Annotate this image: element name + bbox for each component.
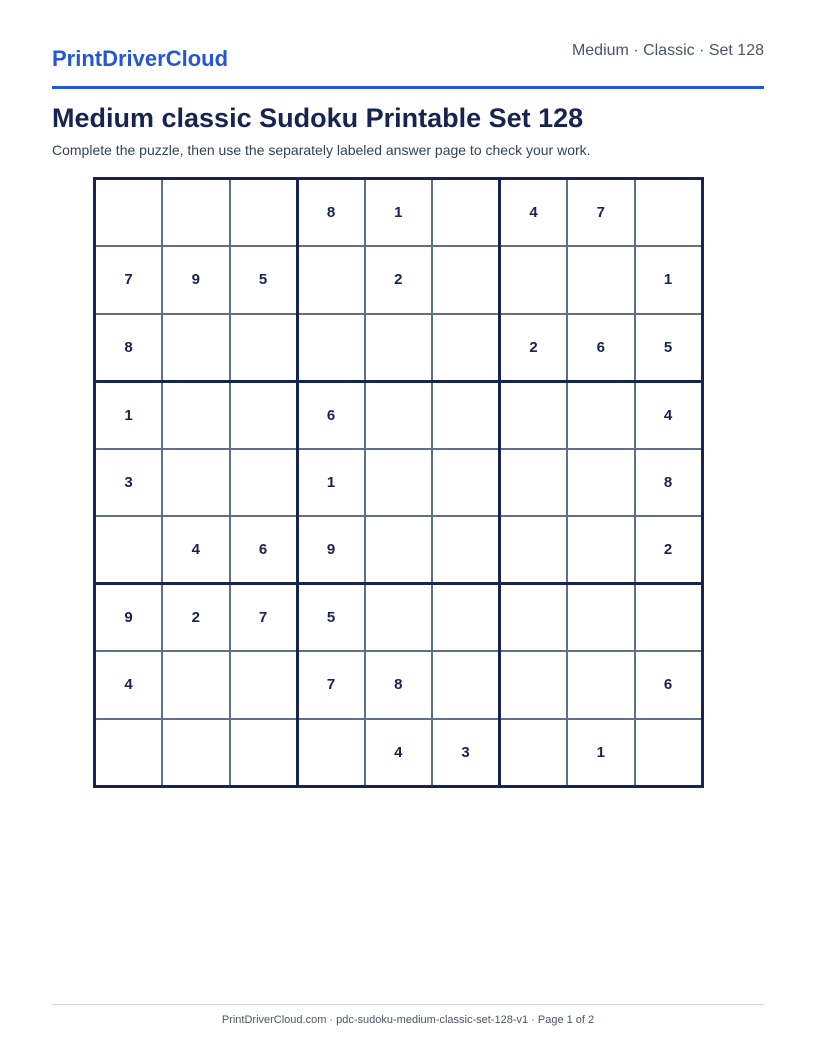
grid-cell[interactable]: 5 — [230, 246, 298, 314]
grid-cell[interactable] — [230, 449, 298, 517]
grid-cell[interactable]: 6 — [230, 516, 298, 584]
grid-cell[interactable] — [432, 449, 500, 517]
grid-row — [95, 651, 703, 719]
grid-cell[interactable]: 1 — [567, 719, 635, 787]
grid-row — [95, 246, 703, 314]
grid-cell[interactable] — [230, 651, 298, 719]
grid-row — [95, 719, 703, 787]
grid-cell[interactable]: 5 — [297, 584, 365, 652]
grid-cell[interactable] — [230, 314, 298, 382]
grid-cell[interactable]: 4 — [365, 719, 433, 787]
grid-cell[interactable] — [567, 246, 635, 314]
grid-cell[interactable]: 9 — [95, 584, 163, 652]
grid-cell[interactable] — [500, 651, 568, 719]
grid-cell[interactable] — [365, 314, 433, 382]
grid-cell[interactable] — [230, 381, 298, 449]
grid-cell[interactable]: 2 — [500, 314, 568, 382]
grid-cell[interactable]: 1 — [297, 449, 365, 517]
grid-cell[interactable]: 9 — [297, 516, 365, 584]
grid-cell[interactable] — [162, 314, 230, 382]
grid-cell[interactable] — [365, 449, 433, 517]
grid-cell[interactable] — [162, 719, 230, 787]
grid-cell[interactable] — [432, 314, 500, 382]
grid-cell[interactable]: 7 — [230, 584, 298, 652]
grid-row — [95, 314, 703, 382]
grid-cell[interactable]: 6 — [297, 381, 365, 449]
grid-cell[interactable]: 6 — [635, 651, 703, 719]
puzzle-meta: Medium · Classic · Set 128 — [571, 42, 764, 59]
grid-cell[interactable] — [432, 516, 500, 584]
grid-cell[interactable] — [567, 584, 635, 652]
grid-cell[interactable] — [500, 719, 568, 787]
grid-cell[interactable] — [500, 584, 568, 652]
grid-cell[interactable] — [162, 449, 230, 517]
grid-cell[interactable] — [297, 314, 365, 382]
grid-cell[interactable]: 1 — [95, 381, 163, 449]
grid-cell[interactable] — [500, 381, 568, 449]
grid-cell[interactable] — [500, 449, 568, 517]
grid-cell[interactable]: 6 — [567, 314, 635, 382]
grid-cell[interactable]: 4 — [95, 651, 163, 719]
grid-cell[interactable] — [365, 381, 433, 449]
grid-cell[interactable]: 8 — [297, 179, 365, 247]
grid-cell[interactable] — [432, 651, 500, 719]
grid-row — [95, 381, 703, 449]
grid-cell[interactable]: 7 — [297, 651, 365, 719]
footer-divider — [52, 1004, 764, 1005]
grid-cell[interactable] — [567, 651, 635, 719]
grid-cell[interactable] — [432, 179, 500, 247]
grid-cell[interactable] — [567, 449, 635, 517]
grid-cell[interactable] — [500, 516, 568, 584]
grid-cell[interactable]: 5 — [635, 314, 703, 382]
page-title: Medium classic Sudoku Printable Set 128 — [52, 103, 584, 133]
grid-cell[interactable]: 2 — [365, 246, 433, 314]
grid-cell[interactable]: 2 — [162, 584, 230, 652]
grid-cell[interactable] — [162, 381, 230, 449]
grid-cell[interactable] — [162, 651, 230, 719]
grid-cell[interactable]: 1 — [365, 179, 433, 247]
grid-cell[interactable]: 3 — [95, 449, 163, 517]
grid-cell[interactable]: 8 — [365, 651, 433, 719]
brand-logo: PrintDriverCloud — [52, 46, 229, 71]
grid-cell[interactable]: 7 — [95, 246, 163, 314]
grid-cell[interactable]: 2 — [635, 516, 703, 584]
grid-cell[interactable] — [162, 179, 230, 247]
grid-row — [95, 516, 703, 584]
grid-cell[interactable] — [635, 719, 703, 787]
grid-cell[interactable] — [95, 516, 163, 584]
grid-row — [95, 449, 703, 517]
grid-cell[interactable]: 4 — [162, 516, 230, 584]
grid-cell[interactable]: 4 — [635, 381, 703, 449]
grid-cell[interactable] — [95, 179, 163, 247]
grid-cell[interactable] — [432, 381, 500, 449]
page-header — [52, 38, 764, 89]
sudoku-board — [93, 177, 704, 788]
grid-cell[interactable] — [635, 584, 703, 652]
sudoku-grid — [93, 177, 704, 788]
grid-cell[interactable] — [635, 179, 703, 247]
page-footer: PrintDriverCloud.com · pdc-sudoku-medium-classic-set-128-v1 · Page 1 of 2 — [221, 1014, 595, 1026]
grid-cell[interactable] — [567, 516, 635, 584]
grid-row — [95, 584, 703, 652]
grid-cell[interactable]: 8 — [95, 314, 163, 382]
grid-cell[interactable]: 8 — [635, 449, 703, 517]
grid-cell[interactable]: 9 — [162, 246, 230, 314]
grid-row — [95, 179, 703, 247]
grid-cell[interactable]: 4 — [500, 179, 568, 247]
grid-cell[interactable] — [297, 246, 365, 314]
grid-cell[interactable]: 3 — [432, 719, 500, 787]
grid-cell[interactable] — [567, 381, 635, 449]
grid-cell[interactable]: 1 — [635, 246, 703, 314]
grid-cell[interactable] — [365, 584, 433, 652]
grid-cell[interactable]: 7 — [567, 179, 635, 247]
grid-cell[interactable] — [500, 246, 568, 314]
grid-cell[interactable] — [365, 516, 433, 584]
page-subtitle: Complete the puzzle, then use the separately labeled answer page to check your work. — [52, 142, 591, 158]
grid-cell[interactable] — [432, 584, 500, 652]
grid-cell[interactable] — [95, 719, 163, 787]
grid-cell[interactable] — [230, 719, 298, 787]
grid-cell[interactable] — [432, 246, 500, 314]
grid-cell[interactable] — [230, 179, 298, 247]
grid-cell[interactable] — [297, 719, 365, 787]
